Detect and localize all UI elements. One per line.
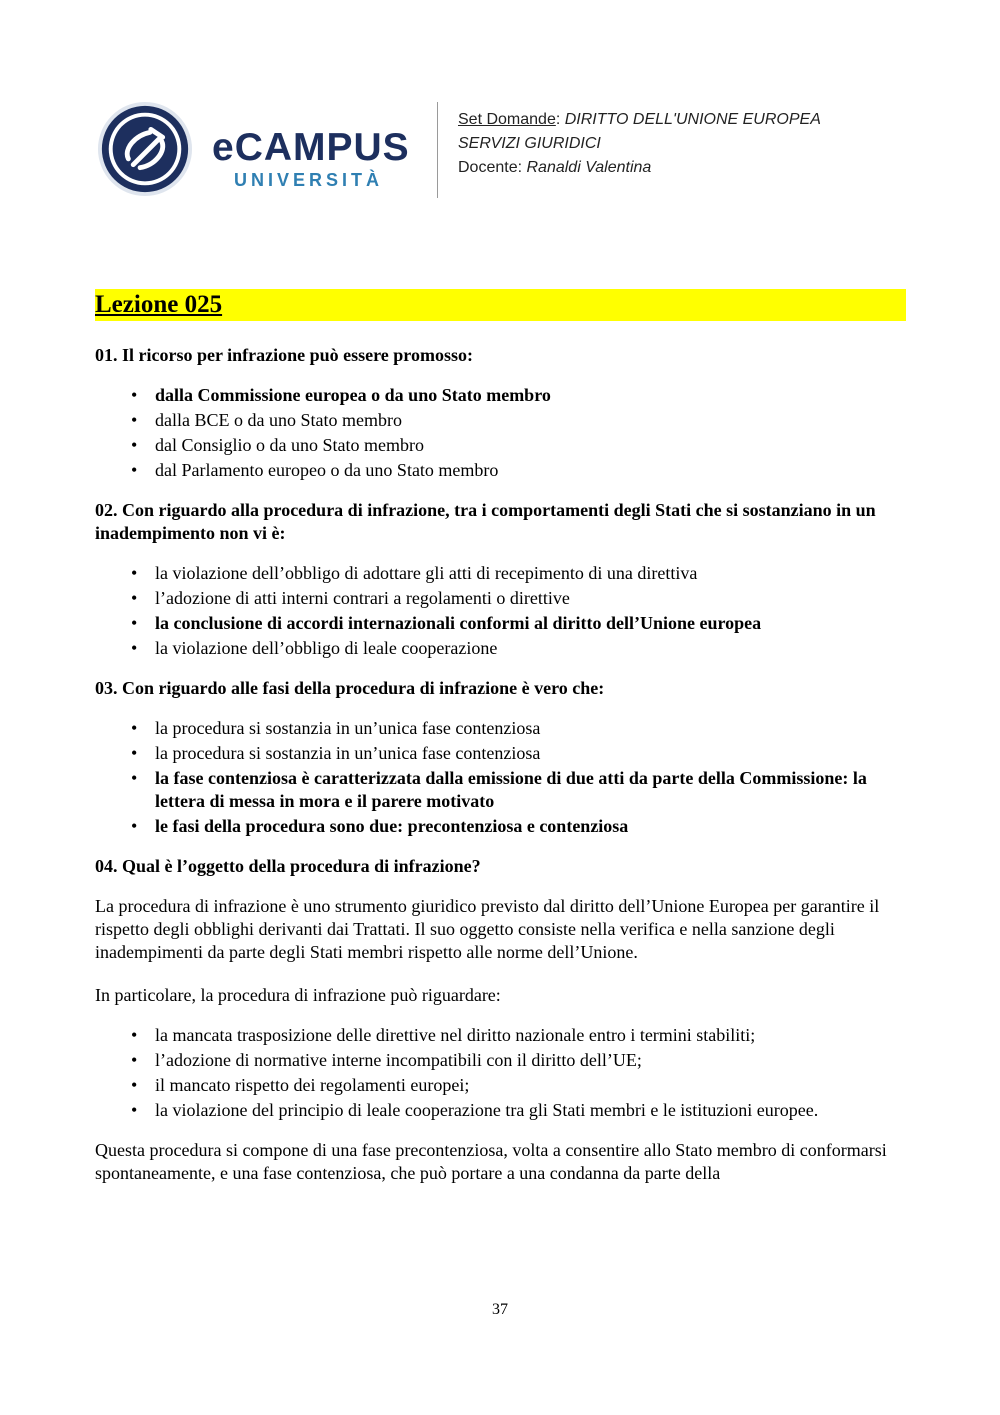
question-3-options <box>95 717 910 838</box>
option: • la procedura si sostanzia in un’unica fase contenziosa <box>155 717 910 740</box>
option: • l’adozione di atti interni contrari a regolamenti o direttive <box>155 587 910 610</box>
set-label: Set Domande <box>458 111 556 128</box>
option: • la violazione dell’obbligo di leale cooperazione <box>155 637 910 660</box>
question-4: 04. Qual è l’oggetto della procedura di infrazione? <box>95 856 481 876</box>
docente-value: Ranaldi Valentina <box>526 159 652 176</box>
list-item: • l’adozione di normative interne incompatibili con il diritto dell’UE; <box>155 1049 910 1072</box>
docente-label: Docente <box>458 159 518 176</box>
question-1: 01. Il ricorso per infrazione può essere promosso: <box>95 345 473 365</box>
lesson-title: Lezione 025 <box>95 291 223 318</box>
option-correct: • le fasi della procedura sono due: precontenziosa e contenziosa <box>155 815 910 838</box>
option: • dal Parlamento europeo o da uno Stato membro <box>155 459 910 482</box>
question-2-options <box>95 562 910 660</box>
list-item: • la violazione del principio di leale cooperazione tra gli Stati membri e le istituzioni europee. <box>155 1099 910 1122</box>
document-content <box>95 344 910 1205</box>
page-number: 37 <box>492 1301 508 1318</box>
option: • dal Consiglio o da uno Stato membro <box>155 434 910 457</box>
course-line <box>458 132 821 156</box>
set-domande-line: Set Domande: DIRITTO DELL'UNIONE EUROPEA <box>458 111 821 128</box>
header-divider <box>437 102 438 198</box>
lesson-heading-bar <box>95 289 906 321</box>
course-name: SERVIZI GIURIDICI <box>458 135 601 152</box>
answer-list <box>95 1024 910 1122</box>
docente-line: Docente: Ranaldi Valentina <box>458 159 652 176</box>
ecampus-logo-badge-icon <box>96 100 194 198</box>
question-1-options <box>95 384 910 482</box>
document-header <box>96 98 916 202</box>
question-2: 02. Con riguardo alla procedura di infrazione, tra i comportamenti degli Stati che si sostanziano in un inadempimento non vi è: <box>95 500 876 543</box>
brand-subtitle: UNIVERSITÀ <box>234 170 384 190</box>
question-3: 03. Con riguardo alle fasi della procedura di infrazione è vero che: <box>95 678 605 698</box>
list-item: • la mancata trasposizione delle direttive nel diritto nazionale entro i termini stabiliti; <box>155 1024 910 1047</box>
option-correct: • la fase contenziosa è caratterizzata dalla emissione di due atti da parte della Commissione: la lettera di messa in mora e il parere motivato <box>155 767 910 813</box>
option: • la violazione dell’obbligo di adottare gli atti di recepimento di una direttiva <box>155 562 910 585</box>
answer-lead: In particolare, la procedura di infrazione può riguardare: <box>95 985 501 1005</box>
option: • la procedura si sostanzia in un’unica fase contenziosa <box>155 742 910 765</box>
option-correct: • dalla Commissione europea o da uno Stato membro <box>155 384 910 407</box>
brand-name: eCAMPUS <box>212 126 410 169</box>
option-correct: • la conclusione di accordi internazionali conformi al diritto dell’Unione europea <box>155 612 910 635</box>
answer-paragraph: La procedura di infrazione è uno strumento giuridico previsto dal diritto dell’Unione Europea per garantire il rispetto degli obblighi derivanti dai Trattati. Il suo oggetto consiste nella verifica e nella sanzione degli inadempimenti da parte degli Stati membri rispetto alle norme dell’Unione. <box>95 896 880 962</box>
course-info <box>458 108 821 180</box>
ecampus-wordmark <box>212 128 410 191</box>
set-value: DIRITTO DELL'UNIONE EUROPEA <box>564 111 821 128</box>
answer-paragraph: Questa procedura si compone di una fase precontenziosa, volta a consentire allo Stato membro di conformarsi spontaneamente, e una fase contenziosa, che può portare a una condanna da parte della <box>95 1140 887 1183</box>
list-item: • il mancato rispetto dei regolamenti europei; <box>155 1074 910 1097</box>
option: • dalla BCE o da uno Stato membro <box>155 409 910 432</box>
